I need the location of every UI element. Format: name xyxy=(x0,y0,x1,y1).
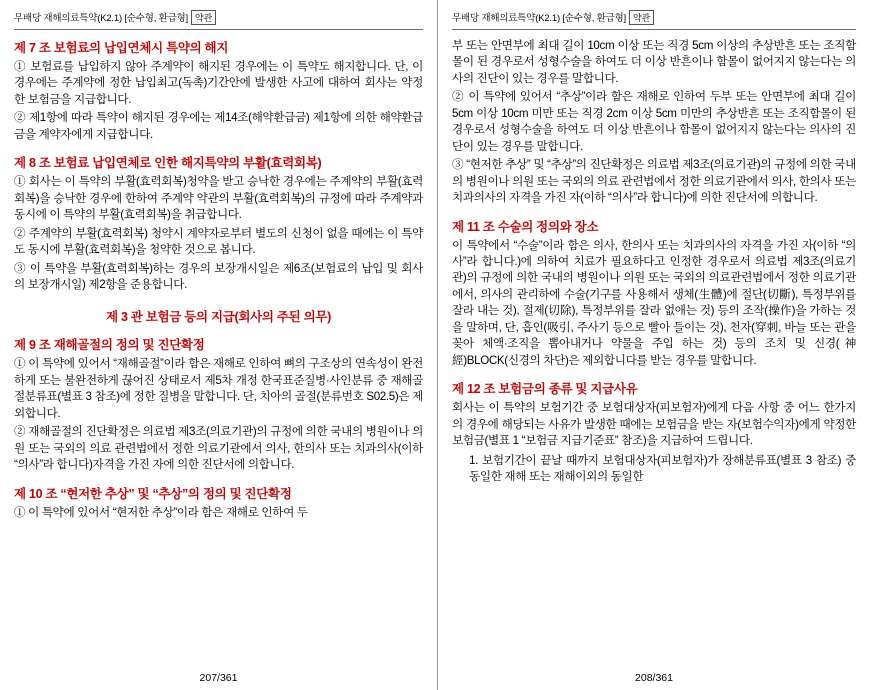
paragraph-9-2: ② 재해골절의 진단확정은 의료법 제3조(의료기관)의 규정에 의한 국내의 병원이나 의원 또는 국외의 의료 관련법에서 정한 의료기관에서 의사, 한의사 또는 치과의사(이하 “의사”라 합니다)자격을 가진 자에 의한 진단서에 의합니다. xyxy=(14,425,423,472)
page-number-right: 208/361 xyxy=(635,672,673,684)
article-title-9: 제 9 조 재해골절의 정의 및 진단확정 xyxy=(14,338,205,353)
paragraph-8-1: ① 회사는 이 특약의 부활(효력회복)청약을 받고 승낙한 경우에는 주계약의 부활(효력회복)을 승낙한 경우에 한하여 주계약 약관의 부활(효력회복)의 규정에 따라 주계약과 동시에 이 특약의 부활(효력회복)을 취급합니다. xyxy=(14,175,423,222)
article-title-11: 제 11 조 수술의 정의와 장소 xyxy=(452,219,599,234)
paragraph-8-3: ③ 이 특약을 부활(효력회복)하는 경우의 보장개시일은 제6조(보험료의 납입 및 회사의 보장개시일) 제2항을 준용합니다. xyxy=(14,261,423,291)
section-title-3: 제 3 관 보험금 등의 지급(회사의 주된 의무) xyxy=(106,310,331,325)
paragraph-10-3: ③ “현저한 추상” 및 “추상”의 진단확정은 의료법 제3조(의료기관)의 규정에 의한 국내의 병원이나 의원 또는 국외의 의료 관련법에서 정한 의료기관에서 의사, 한의사 또는 치과의사의 자격을 가진 자(이하 “의사”라 합니다)에 의한 진단서에 의합니다. xyxy=(452,158,856,205)
header-title-left: 무배당 재해의료특약(K2.1) [순수형, 환급형] xyxy=(14,13,188,24)
article-title-8: 제 8 조 보험료 납입연체로 인한 해지특약의 부활(효력회복) xyxy=(14,156,322,171)
header-badge-right: 약관 xyxy=(629,10,654,25)
paragraph-11-body: 이 특약에서 “수술”이라 함은 의사, 한의사 또는 치과의사의 자격을 가진 자(이하 “의사”라 합니다.)에 의하여 치료가 필요하다고 인정한 경우로서 의료법 제3조(의료기관)의 규정에 의한 국내의 병원이나 의원 또는 국외의 의료관련법에서 정한 의료기관에서, 의사의 관리하에 수술(기구를 사용해서 생체(生體)에 절단(切斷), 특정부위를 잘라 내는 것), 절제(切除), 특정부위를 잘라 없애는 것) 등의 조작(操作)을 가하는 것을 말하며, 단, 흡인(吸引, 주사기 등으로 빨아 들이는 것), 천자(穿刺, 바늘 또는 관을 꽂아 체액·조직을 뽑아내거나 약물을 주입 하는 것) 등의 조치 및 신경(神經)BLOCK(신경의 차단)은 제외합니다를 받는 경우를 말합니다. xyxy=(452,238,856,367)
page-number-left: 207/361 xyxy=(199,672,238,684)
paragraph-7-1: ① 보험료를 납입하지 않아 주계약이 해지된 경우에는 이 특약도 해지합니다. 단, 이 경우에는 주계약에 정한 납입최고(독촉)기간안에 발생한 사고에 대하여 회사는 약정한 보험금을 지급합니다. xyxy=(14,60,423,106)
paragraph-10-2: ② 이 특약에 있어서 “추상”이라 함은 재해로 인하여 두부 또는 안면부에 최대 길이 5cm 이상 10cm 미만 또는 직경 2cm 이상 5cm 미만의 추상반흔 또는 조직함몰이 된 경우로서 성형수술을 하여도 더 이상 반흔이나 함몰이 없어지지 않는다는 의사의 진단이 있는 경우를 말합니다. xyxy=(452,90,856,153)
page-right xyxy=(438,0,870,690)
header-badge-left: 약관 xyxy=(191,10,216,25)
article-title-10: 제 10 조 “현저한 추상” 및 “추상”의 정의 및 진단확정 xyxy=(14,486,292,501)
paragraph-10-1-cont: 부 또는 안면부에 최대 길이 10cm 이상 또는 직경 5cm 이상의 추상반흔 또는 조직함몰이 된 경우로서 성형수술을 하여도 더 이상 반흔이나 함몰이 없어지지 않는다는 의사의 진단이 있는 경우를 말합니다. xyxy=(452,39,856,85)
page-header-left xyxy=(14,10,423,25)
paragraph-12-body: 회사는 이 특약의 보험기간 중 보험대상자(피보험자)에게 다음 사항 중 어느 한가지의 경우에 해당되는 사유가 발생한 때에는 보험금을 받는 자(보험수익자)에게 약정한 보험금(별표 1 “보험금 지급기준표” 참조)을 지급하여 드립니다. xyxy=(452,401,856,448)
page-header-right xyxy=(452,10,856,25)
header-title-right: 무배당 재해의료특약(K2.1) [순수형, 환급형] xyxy=(452,13,626,24)
paragraph-7-2: ② 제1항에 따라 특약이 해지된 경우에는 제14조(해약환급금) 제1항에 의한 해약환급금을 계약자에게 지급합니다. xyxy=(14,111,423,141)
list-item-12-1: 1. 보험기간이 끝날 때까지 보험대상자(피보험자)가 장해분류표(별표 3 참조) 중 동일한 재해 또는 재해이외의 동일한 xyxy=(469,453,856,483)
header-divider-right xyxy=(452,29,856,30)
header-divider-left xyxy=(14,29,423,30)
article-title-12: 제 12 조 보험금의 종류 및 지급사유 xyxy=(452,382,638,397)
paragraph-10-1: ① 이 특약에 있어서 “현저한 추상”이라 함은 재해로 인하여 두 xyxy=(14,505,308,519)
paragraph-8-2: ② 주계약의 부활(효력회복) 청약시 계약자로부터 별도의 신청이 없을 때에는 이 특약도 동시에 부활(효력회복)을 청약한 것으로 봅니다. xyxy=(14,226,423,257)
article-title-7: 제 7 조 보험료의 납입연체시 특약의 해지 xyxy=(14,41,229,55)
paragraph-9-1: ① 이 특약에 있어서 “재해골절”이라 함은 재해로 인하여 뼈의 구조상의 연속성이 완전하게 또는 불완전하게 끊어진 상태로서 제5차 개정 한국표준질병·사인분류 중 재해골절분류표(별표 3 참조)에 정한 질병을 말합니다. 단, 치아의 골절(분류번호 S02.5)은 제외합니다. xyxy=(14,357,423,420)
